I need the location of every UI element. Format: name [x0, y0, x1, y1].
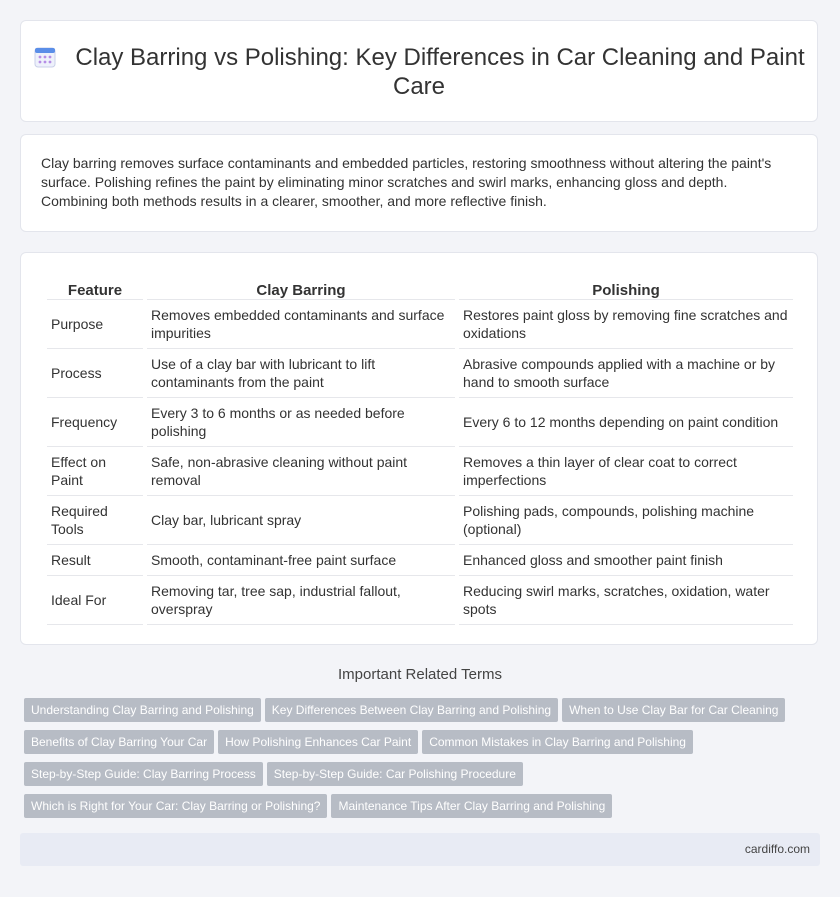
- row-feature: Frequency: [47, 398, 143, 447]
- row-feature: Process: [47, 349, 143, 398]
- calendar-grid-icon: [33, 45, 57, 69]
- table-row: [47, 576, 793, 625]
- related-term-tag[interactable]: How Polishing Enhances Car Paint: [218, 730, 418, 754]
- row-feature: Required Tools: [47, 496, 143, 545]
- row-feature: Result: [47, 545, 143, 576]
- table-row: [47, 447, 793, 496]
- comparison-table: [43, 275, 797, 625]
- related-term-tag[interactable]: Benefits of Clay Barring Your Car: [24, 730, 214, 754]
- header-feature: Feature: [47, 275, 143, 300]
- row-clay-barring: Every 3 to 6 months or as needed before polishing: [147, 398, 455, 447]
- summary-text: Clay barring removes surface contaminants and embedded particles, restoring smoothness without altering the paint's surface. Polishing refines the paint by eliminating minor scratches and swirl marks, enhancing gloss and depth. Combining both methods results in a clearer, smoother, and more reflective finish.: [41, 155, 772, 209]
- row-clay-barring: Use of a clay bar with lubricant to lift contaminants from the paint: [147, 349, 455, 398]
- table-row: [47, 545, 793, 576]
- row-clay-barring: Removing tar, tree sap, industrial fallout, overspray: [147, 576, 455, 625]
- row-feature: Ideal For: [47, 576, 143, 625]
- header-clay-barring: Clay Barring: [147, 275, 455, 300]
- related-term-tag[interactable]: Step-by-Step Guide: Clay Barring Process: [24, 762, 263, 786]
- row-clay-barring: Removes embedded contaminants and surface impurities: [147, 300, 455, 349]
- related-term-tag[interactable]: Maintenance Tips After Clay Barring and Polishing: [331, 794, 612, 818]
- summary-card: [20, 134, 818, 232]
- related-term-tag[interactable]: Which is Right for Your Car: Clay Barring or Polishing?: [24, 794, 327, 818]
- row-polishing: Enhanced gloss and smoother paint finish: [459, 545, 793, 576]
- row-polishing: Removes a thin layer of clear coat to correct imperfections: [459, 447, 793, 496]
- tag-row: [24, 762, 820, 794]
- row-polishing: Restores paint gloss by removing fine scratches and oxidations: [459, 300, 793, 349]
- related-terms-list: [24, 698, 820, 826]
- title-wrap: [21, 43, 817, 101]
- row-polishing: Every 6 to 12 months depending on paint condition: [459, 398, 793, 447]
- comparison-card: [20, 252, 818, 645]
- row-polishing: Reducing swirl marks, scratches, oxidation, water spots: [459, 576, 793, 625]
- related-term-tag[interactable]: Understanding Clay Barring and Polishing: [24, 698, 261, 722]
- tag-row: [24, 698, 820, 730]
- related-term-tag[interactable]: Key Differences Between Clay Barring and Polishing: [265, 698, 558, 722]
- table-row: [47, 398, 793, 447]
- row-feature: Effect on Paint: [47, 447, 143, 496]
- footer-site[interactable]: cardiffo.com: [744, 842, 810, 856]
- row-clay-barring: Safe, non-abrasive cleaning without paint removal: [147, 447, 455, 496]
- tag-row: [24, 794, 820, 826]
- related-term-tag[interactable]: Common Mistakes in Clay Barring and Polishing: [422, 730, 693, 754]
- row-clay-barring: Smooth, contaminant-free paint surface: [147, 545, 455, 576]
- related-term-tag[interactable]: Step-by-Step Guide: Car Polishing Procedure: [267, 762, 523, 786]
- footer: [20, 833, 820, 866]
- table-header-row: [47, 275, 793, 300]
- table-row: [47, 349, 793, 398]
- table-row: [47, 300, 793, 349]
- row-feature: Purpose: [47, 300, 143, 349]
- page-title: Clay Barring vs Polishing: Key Differences in Car Cleaning and Paint Care: [75, 44, 805, 100]
- row-polishing: Polishing pads, compounds, polishing machine (optional): [459, 496, 793, 545]
- related-terms-title: Important Related Terms: [338, 666, 502, 683]
- tag-row: [24, 730, 820, 762]
- related-term-tag[interactable]: When to Use Clay Bar for Car Cleaning: [562, 698, 785, 722]
- table-row: [47, 496, 793, 545]
- title-card: [20, 20, 818, 122]
- header-polishing: Polishing: [459, 275, 793, 300]
- row-polishing: Abrasive compounds applied with a machine or by hand to smooth surface: [459, 349, 793, 398]
- row-clay-barring: Clay bar, lubricant spray: [147, 496, 455, 545]
